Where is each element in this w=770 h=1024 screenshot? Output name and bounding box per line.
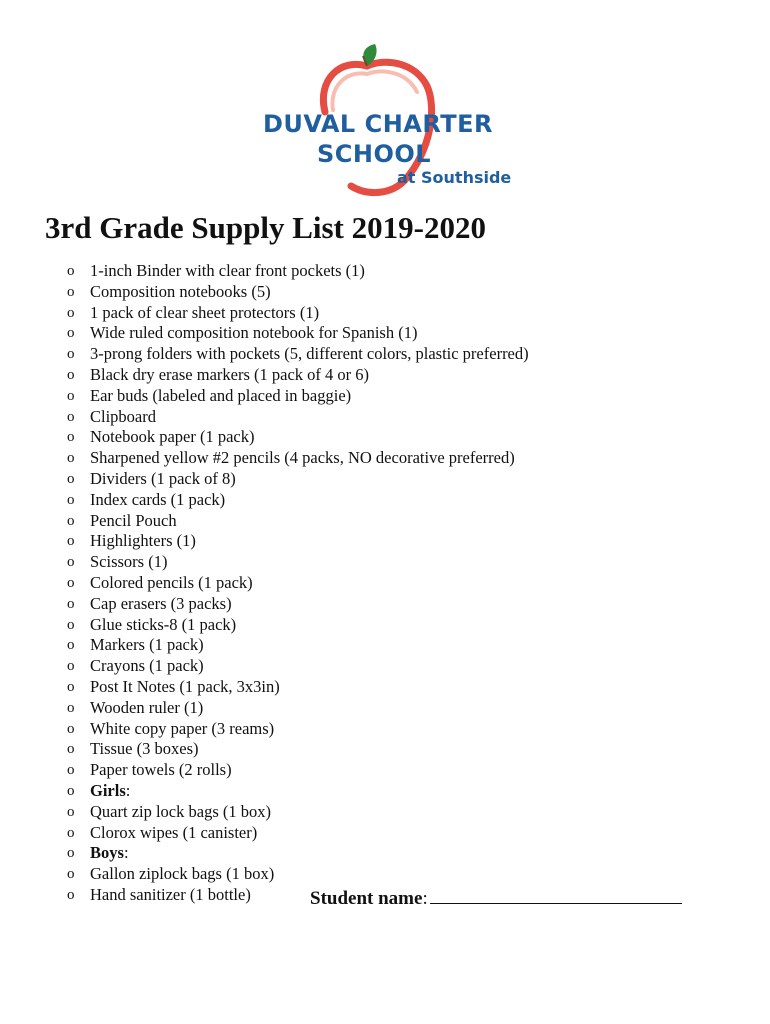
bullet-icon: o [67, 678, 75, 695]
list-item-text: Notebook paper (1 pack) [90, 427, 255, 447]
bullet-icon: o [67, 637, 75, 654]
list-item [0, 760, 529, 781]
list-item [0, 427, 529, 448]
list-item [0, 490, 529, 511]
list-item-text: Clorox wipes (1 canister) [90, 822, 258, 842]
apple-swoosh-inner [332, 71, 417, 110]
bullet-icon: o [67, 387, 75, 404]
bullet-icon: o [67, 741, 75, 758]
list-item-text: 1 pack of clear sheet protectors (1) [90, 302, 320, 322]
bullet-icon: o [67, 658, 75, 675]
list-item-text: Clipboard [90, 406, 156, 426]
bullet-icon: o [67, 533, 75, 550]
bullet-icon: o [67, 366, 75, 383]
list-subheading-label: Boys [90, 843, 124, 863]
list-item [0, 365, 529, 386]
list-item [0, 615, 529, 636]
list-subheading [0, 843, 529, 864]
list-item-text: 3-prong folders with pockets (5, different colors, plastic preferred) [90, 344, 529, 364]
bullet-icon: o [67, 450, 75, 467]
bullet-icon: o [67, 866, 75, 883]
list-item-text: Cap erasers (3 packs) [90, 593, 232, 613]
student-name-label: Student name [310, 888, 423, 909]
list-item [0, 864, 529, 885]
list-item [0, 407, 529, 428]
list-item [0, 469, 529, 490]
list-item [0, 594, 529, 615]
bullet-icon: o [67, 616, 75, 633]
bullet-icon: o [67, 782, 75, 799]
list-item-text: Composition notebooks (5) [90, 281, 271, 301]
list-item-text: Quart zip lock bags (1 box) [90, 801, 271, 821]
list-item [0, 823, 529, 844]
list-item [0, 552, 529, 573]
list-subheading [0, 781, 529, 802]
student-name-blank-line [430, 887, 682, 904]
bullet-icon: o [67, 491, 75, 508]
bullet-icon: o [67, 408, 75, 425]
list-item [0, 511, 529, 532]
list-item-text: White copy paper (3 reams) [90, 718, 275, 738]
bullet-icon: o [67, 824, 75, 841]
list-item-text: 1-inch Binder with clear front pockets (1) [90, 261, 365, 280]
list-subheading-label: Girls [90, 780, 126, 800]
list-item-text: Highlighters (1) [90, 531, 196, 551]
list-item-text: Pencil Pouch [90, 510, 177, 530]
bullet-icon: o [67, 325, 75, 342]
student-name-colon: : [422, 888, 428, 909]
list-item-text: Colored pencils (1 pack) [90, 572, 253, 592]
bullet-icon: o [67, 803, 75, 820]
list-item [0, 635, 529, 656]
list-item [0, 573, 529, 594]
list-item [0, 531, 529, 552]
school-logo [255, 40, 515, 200]
bullet-icon: o [67, 429, 75, 446]
bullet-icon: o [67, 699, 75, 716]
logo-line1: DUVAL CHARTER [263, 110, 493, 138]
list-item [0, 282, 529, 303]
bullet-icon: o [67, 263, 75, 279]
apple-logo-graphic [255, 40, 515, 200]
bullet-icon: o [67, 554, 75, 571]
supply-list [0, 261, 529, 906]
list-item [0, 719, 529, 740]
list-item [0, 448, 529, 469]
list-item-text: Wooden ruler (1) [90, 697, 204, 717]
list-item [0, 323, 529, 344]
logo-line3: at Southside [397, 168, 512, 187]
list-item [0, 656, 529, 677]
list-item [0, 344, 529, 365]
bullet-icon: o [67, 346, 75, 363]
bullet-icon: o [67, 574, 75, 591]
list-item-text: Index cards (1 pack) [90, 489, 226, 509]
list-item-text: Gallon ziplock bags (1 box) [90, 864, 275, 884]
list-item-text: Glue sticks-8 (1 pack) [90, 614, 237, 634]
bullet-icon: o [67, 886, 75, 903]
list-item-text: Wide ruled composition notebook for Spanish (1) [90, 323, 418, 343]
list-item [0, 739, 529, 760]
list-item-text: Ear buds (labeled and placed in baggie) [90, 385, 352, 405]
bullet-icon: o [67, 762, 75, 779]
bullet-icon: o [67, 304, 75, 321]
bullet-icon: o [67, 595, 75, 612]
bullet-icon: o [67, 845, 75, 862]
bullet-icon: o [67, 470, 75, 487]
list-item [0, 677, 529, 698]
student-name-field [310, 887, 682, 911]
list-item [0, 802, 529, 823]
bullet-icon: o [67, 283, 75, 300]
list-item [0, 698, 529, 719]
bullet-icon: o [67, 512, 75, 529]
page-title: 3rd Grade Supply List 2019-2020 [45, 210, 486, 245]
bullet-icon: o [67, 720, 75, 737]
list-item [0, 386, 529, 407]
list-item-text: Post It Notes (1 pack, 3x3in) [90, 676, 280, 696]
logo-line2: SCHOOL [317, 140, 432, 168]
list-item-text: Paper towels (2 rolls) [90, 760, 232, 780]
list-subheading-colon: : [123, 843, 129, 863]
list-item-text: Crayons (1 pack) [90, 656, 204, 676]
list-item-text: Scissors (1) [90, 552, 168, 572]
list-item-text: Tissue (3 boxes) [90, 739, 199, 759]
list-item [0, 261, 529, 282]
list-item-text: Markers (1 pack) [90, 635, 204, 655]
list-item-text: Dividers (1 pack of 8) [90, 468, 236, 488]
list-item [0, 303, 529, 324]
list-item-text: Black dry erase markers (1 pack of 4 or 6) [90, 364, 370, 384]
list-item-text: Hand sanitizer (1 bottle) [90, 884, 251, 904]
list-subheading-colon: : [125, 780, 131, 800]
list-item-text: Sharpened yellow #2 pencils (4 packs, NO decorative preferred) [90, 448, 515, 468]
